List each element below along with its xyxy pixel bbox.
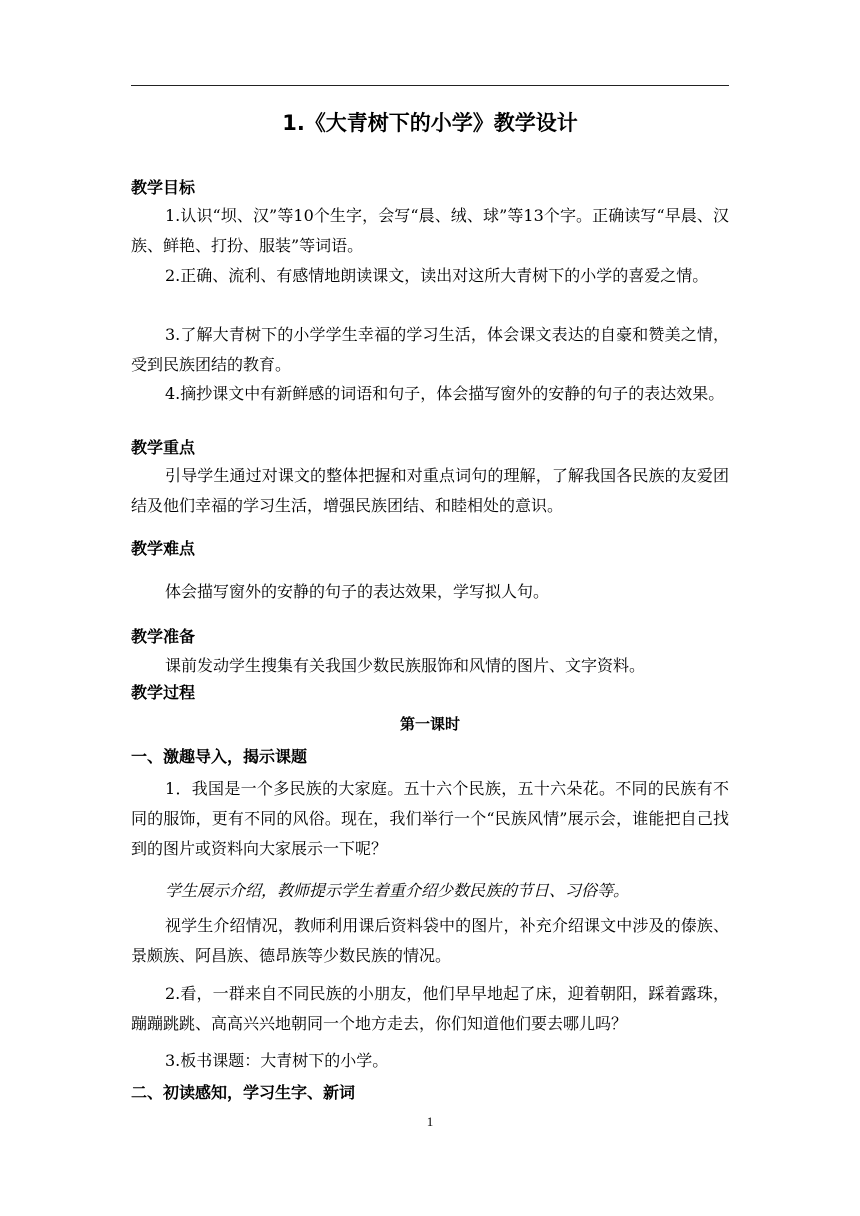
key-heading: 教学重点: [131, 438, 196, 457]
difficulty-heading: 教学难点: [131, 539, 196, 558]
section1-paragraph-5: 3.板书课题：大青树下的小学。: [165, 1051, 389, 1070]
section2-heading: 二、初读感知，学习生字、新词: [131, 1083, 356, 1102]
lesson-heading: 第一课时: [399, 715, 460, 733]
section1-heading: 一、激趣导入，揭示课题: [131, 747, 308, 766]
objective-1: 1.认识“坝、汉”等10个生字，会写“晨、绒、球”等13个字。正确读写“早晨、汉族、鲜艳、打扮、服装”等词语。: [131, 206, 729, 255]
section1-paragraph-1: 1．我国是一个多民族的大家庭。五十六个民族，五十六朵花。不同的民族有不同的服饰，更有不同的风俗。现在，我们举行一个“民族风情”展示会，谁能把自己找到的图片或资料向大家展示一下呢？: [131, 779, 729, 858]
page-number: 1: [426, 1114, 434, 1129]
document-title: 1.《大青树下的小学》教学设计: [282, 111, 578, 135]
process-heading: 教学过程: [131, 683, 196, 702]
section1-paragraph-2: 学生展示介绍，教师提示学生着重介绍少数民族的节日、习俗等。: [165, 881, 630, 900]
objective-3: 3.了解大青树下的小学学生幸福的学习生活，体会课文表达的自豪和赞美之情，受到民族团结的教育。: [131, 325, 729, 374]
header-rule: [131, 85, 729, 86]
objective-4: 4.摘抄课文中有新鲜感的词语和句子，体会描写窗外的安静的句子的表达效果。: [165, 384, 725, 403]
prep-heading: 教学准备: [131, 627, 196, 646]
section1-paragraph-4: 2.看，一群来自不同民族的小朋友，他们早早地起了床，迎着朝阳，踩着露珠，蹦蹦跳跳、高高兴兴地朝同一个地方走去，你们知道他们要去哪儿吗？: [131, 984, 729, 1033]
objectives-heading: 教学目标: [131, 178, 196, 197]
difficulty-text: 体会描写窗外的安静的句子的表达效果，学写拟人句。: [165, 582, 550, 601]
prep-text: 课前发动学生搜集有关我国少数民族服饰和风情的图片、文字资料。: [165, 656, 646, 675]
objective-2: 2.正确、流利、有感情地朗读课文，读出对这所大青树下的小学的喜爱之情。: [165, 266, 709, 285]
section1-paragraph-3: 视学生介绍情况，教师利用课后资料袋中的图片，补充介绍课文中涉及的傣族、景颇族、阿昌族、德昂族等少数民族的情况。: [131, 916, 729, 965]
key-text: 引导学生通过对课文的整体把握和对重点词句的理解，了解我国各民族的友爱团结及他们幸福的学习生活，增强民族团结、和睦相处的意识。: [131, 466, 729, 515]
